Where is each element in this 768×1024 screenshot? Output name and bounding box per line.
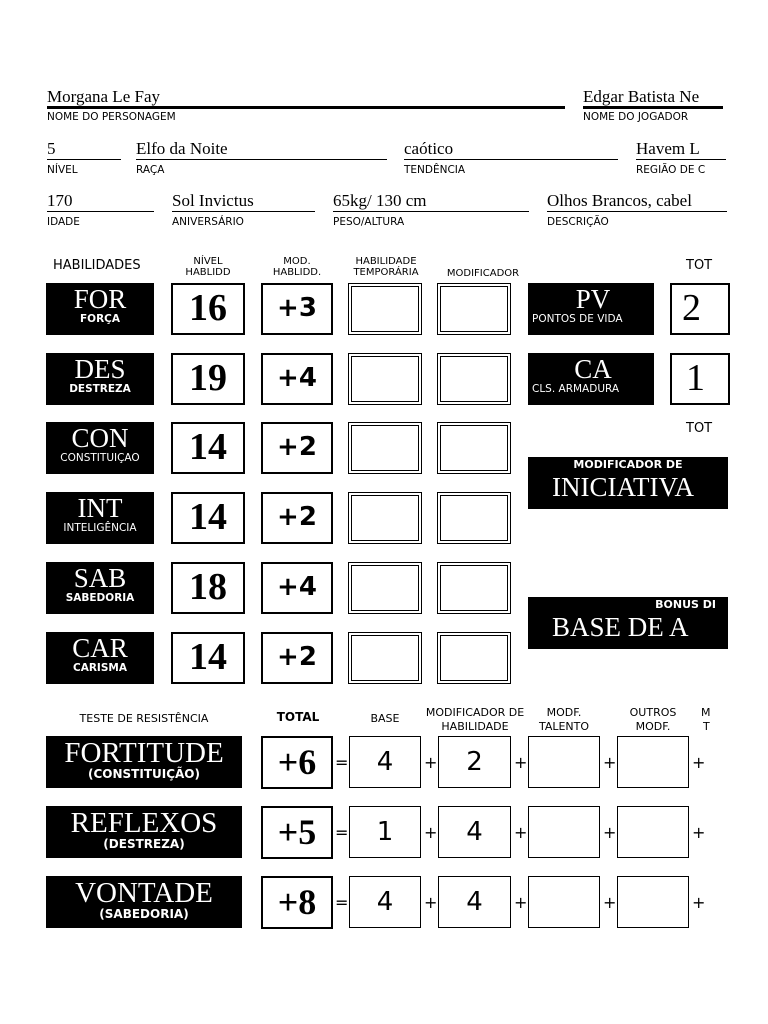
ability-score: 14	[189, 426, 227, 468]
race-value[interactable]: Elfo da Noite	[136, 139, 228, 158]
alignment-label: TENDÊNCIA	[404, 164, 466, 176]
plus-sign: +	[603, 893, 617, 912]
ability-score-box[interactable]	[171, 492, 245, 544]
ability-abbr: INT	[77, 493, 123, 523]
temp-mod-box[interactable]	[437, 562, 511, 614]
temp-mod-box[interactable]	[437, 492, 511, 544]
ability-mod-box[interactable]	[261, 422, 333, 474]
temp-mod-column-header: MODIFICADOR	[446, 268, 520, 279]
saves-cut-header-t: T	[703, 720, 710, 733]
temp-mod-box[interactable]	[437, 353, 511, 405]
initiative-label	[528, 457, 728, 509]
temp-column-header: HABILIDADE TEMPORÁRIA	[353, 256, 419, 278]
ac-abbr: CA	[574, 354, 612, 384]
save-label-fortitude	[46, 736, 242, 788]
ability-mod: +2	[277, 502, 317, 532]
temp-ability-box[interactable]	[348, 492, 422, 544]
description-line	[547, 211, 727, 212]
ability-mod: +4	[277, 363, 317, 393]
save-ability-mod-box[interactable]: 4	[438, 806, 511, 858]
bab-label	[528, 597, 728, 649]
save-talent-box[interactable]	[528, 736, 600, 788]
temp-ability-box[interactable]	[348, 283, 422, 335]
ability-full-name: CARISMA	[73, 662, 127, 674]
saves-cut-header-m: M	[701, 706, 711, 719]
plus-sign: +	[692, 753, 706, 772]
plus-sign: +	[424, 823, 438, 842]
character-name-value[interactable]: Morgana Le Fay	[47, 87, 160, 106]
save-ability-mod-box[interactable]: 4	[438, 876, 511, 928]
save-talent-box[interactable]	[528, 876, 600, 928]
save-base-box[interactable]: 4	[349, 876, 421, 928]
ability-score-box[interactable]	[171, 632, 245, 684]
character-name-line	[47, 106, 565, 109]
character-name-label: NOME DO PERSONAGEM	[47, 111, 176, 123]
region-label: REGIÃO DE C	[636, 164, 706, 176]
age-line	[47, 211, 154, 212]
save-name: VONTADE	[75, 877, 213, 909]
equals-sign: =	[335, 753, 349, 772]
ability-abbr: CAR	[72, 633, 128, 663]
ability-mod-box[interactable]	[261, 353, 333, 405]
saves-other-header: OUTROS MODF.	[629, 706, 677, 733]
temp-ability-box[interactable]	[348, 422, 422, 474]
ability-abbr: SAB	[73, 563, 127, 593]
saves-total-header: TOTAL	[276, 710, 320, 724]
ability-score-box[interactable]	[171, 422, 245, 474]
ability-score-box[interactable]	[171, 283, 245, 335]
ac-label	[528, 353, 654, 405]
ability-full-name: DESTREZA	[69, 383, 131, 395]
player-name-label: NOME DO JOGADOR	[583, 111, 689, 123]
plus-sign: +	[603, 753, 617, 772]
player-name-value[interactable]: Edgar Batista Ne	[583, 87, 700, 106]
ability-mod-box[interactable]	[261, 632, 333, 684]
plus-sign: +	[514, 753, 528, 772]
saves-base-header: BASE	[370, 712, 400, 725]
ability-full-name: SABEDORIA	[65, 592, 135, 604]
alignment-line	[404, 159, 618, 160]
plus-sign: +	[424, 893, 438, 912]
hp-total-box[interactable]	[670, 283, 730, 335]
temp-ability-box[interactable]	[348, 632, 422, 684]
save-total-box[interactable]: +8	[261, 876, 333, 929]
ability-abbr: FOR	[73, 284, 127, 314]
birthday-label: ANIVERSÁRIO	[172, 216, 244, 228]
plus-sign: +	[514, 893, 528, 912]
ability-score: 19	[189, 357, 227, 399]
race-line	[136, 159, 387, 160]
age-value[interactable]: 170	[47, 191, 73, 210]
ability-mod-box[interactable]	[261, 562, 333, 614]
score-column-header: NÍVEL HABLIDD	[185, 256, 231, 278]
level-value[interactable]: 5	[47, 139, 56, 158]
temp-mod-box[interactable]	[437, 422, 511, 474]
temp-mod-box[interactable]	[437, 283, 511, 335]
region-value[interactable]: Havem L	[636, 139, 700, 158]
save-base-box[interactable]: 1	[349, 806, 421, 858]
description-value[interactable]: Olhos Brancos, cabel	[547, 191, 692, 210]
ability-abbr: DES	[74, 354, 126, 384]
ability-mod: +3	[277, 293, 317, 323]
weight-height-line	[333, 211, 529, 212]
ability-score-box[interactable]	[171, 353, 245, 405]
ac-full-name: CLS. ARMADURA	[532, 383, 620, 395]
plus-sign: +	[424, 753, 438, 772]
ability-label-des	[46, 353, 154, 405]
save-ability: (DESTREZA)	[103, 837, 185, 851]
save-other-box[interactable]	[617, 806, 689, 858]
ability-abbr: CON	[71, 423, 129, 453]
ability-mod-box[interactable]	[261, 283, 333, 335]
temp-ability-box[interactable]	[348, 562, 422, 614]
initiative-big-label: INICIATIVA	[552, 472, 694, 502]
ability-mod: +2	[277, 642, 317, 672]
save-other-box[interactable]	[617, 736, 689, 788]
ability-score: 16	[189, 287, 227, 329]
level-line	[47, 159, 121, 160]
description-label: DESCRIÇÃO	[547, 216, 609, 228]
bab-small-label: BONUS DI	[655, 598, 716, 611]
ac-total-box[interactable]	[670, 353, 730, 405]
ability-mod: +2	[277, 432, 317, 462]
hp-full-name: PONTOS DE VIDA	[532, 313, 623, 325]
save-name: FORTITUDE	[64, 737, 224, 769]
plus-sign: +	[603, 823, 617, 842]
saves-talent-header: MODF. TALENTO	[538, 706, 590, 733]
abilities-header: HABILIDADES	[53, 258, 141, 273]
ability-full-name: INTELIGÊNCIA	[63, 522, 137, 534]
save-label-vontade	[46, 876, 242, 928]
ability-score: 14	[189, 496, 227, 538]
plus-sign: +	[692, 823, 706, 842]
saves-header: TESTE DE RESISTÊNCIA	[79, 712, 209, 725]
race-label: RAÇA	[136, 164, 165, 176]
player-name-line	[583, 106, 723, 109]
ability-label-for	[46, 283, 154, 335]
save-total-box[interactable]: +6	[261, 736, 333, 789]
ability-score: 18	[189, 566, 227, 608]
ability-mod-box[interactable]	[261, 492, 333, 544]
level-label: NÍVEL	[47, 164, 78, 176]
save-talent-box[interactable]	[528, 806, 600, 858]
save-name: REFLEXOS	[70, 807, 218, 839]
birthday-line	[172, 211, 315, 212]
ability-label-sab	[46, 562, 154, 614]
ability-label-int	[46, 492, 154, 544]
hp-value: 2	[682, 287, 701, 329]
plus-sign: +	[514, 823, 528, 842]
ability-score: 14	[189, 636, 227, 678]
save-ability-mod-box[interactable]: 2	[438, 736, 511, 788]
ability-score-box[interactable]	[171, 562, 245, 614]
total-column-header: TOT	[686, 258, 713, 273]
weight-height-label: PESO/ALTURA	[333, 216, 405, 228]
equals-sign: =	[335, 823, 349, 842]
saves-ability-mod-header: MODIFICADOR DE HABILIDADE	[425, 706, 525, 733]
plus-sign: +	[692, 893, 706, 912]
weight-height-value[interactable]: 65kg/ 130 cm	[333, 191, 427, 210]
save-other-box[interactable]	[617, 876, 689, 928]
ac-value: 1	[686, 357, 705, 399]
birthday-value[interactable]: Sol Invictus	[172, 191, 254, 210]
ability-mod: +4	[277, 572, 317, 602]
save-base-box[interactable]: 4	[349, 736, 421, 788]
ability-label-con	[46, 422, 154, 474]
total-column-header-2: TOT	[686, 421, 713, 436]
alignment-value[interactable]: caótico	[404, 139, 454, 158]
equals-sign: =	[335, 893, 349, 912]
hp-abbr: PV	[575, 284, 611, 314]
save-label-reflexos	[46, 806, 242, 858]
hp-label	[528, 283, 654, 335]
save-total-box[interactable]: +5	[261, 806, 333, 859]
bab-big-label: BASE DE A	[552, 612, 689, 642]
mod-column-header: MOD. HABLIDD.	[272, 256, 322, 278]
initiative-small-label: MODIFICADOR DE	[573, 458, 683, 471]
ability-full-name: CONSTITUIÇAO	[60, 452, 140, 464]
age-label: IDADE	[47, 216, 80, 228]
save-ability: (SABEDORIA)	[99, 907, 189, 921]
ability-full-name: FORÇA	[79, 313, 121, 325]
save-ability: (CONSTITUIÇÃO)	[87, 767, 200, 781]
region-line	[636, 159, 726, 160]
temp-ability-box[interactable]	[348, 353, 422, 405]
temp-mod-box[interactable]	[437, 632, 511, 684]
ability-label-car	[46, 632, 154, 684]
